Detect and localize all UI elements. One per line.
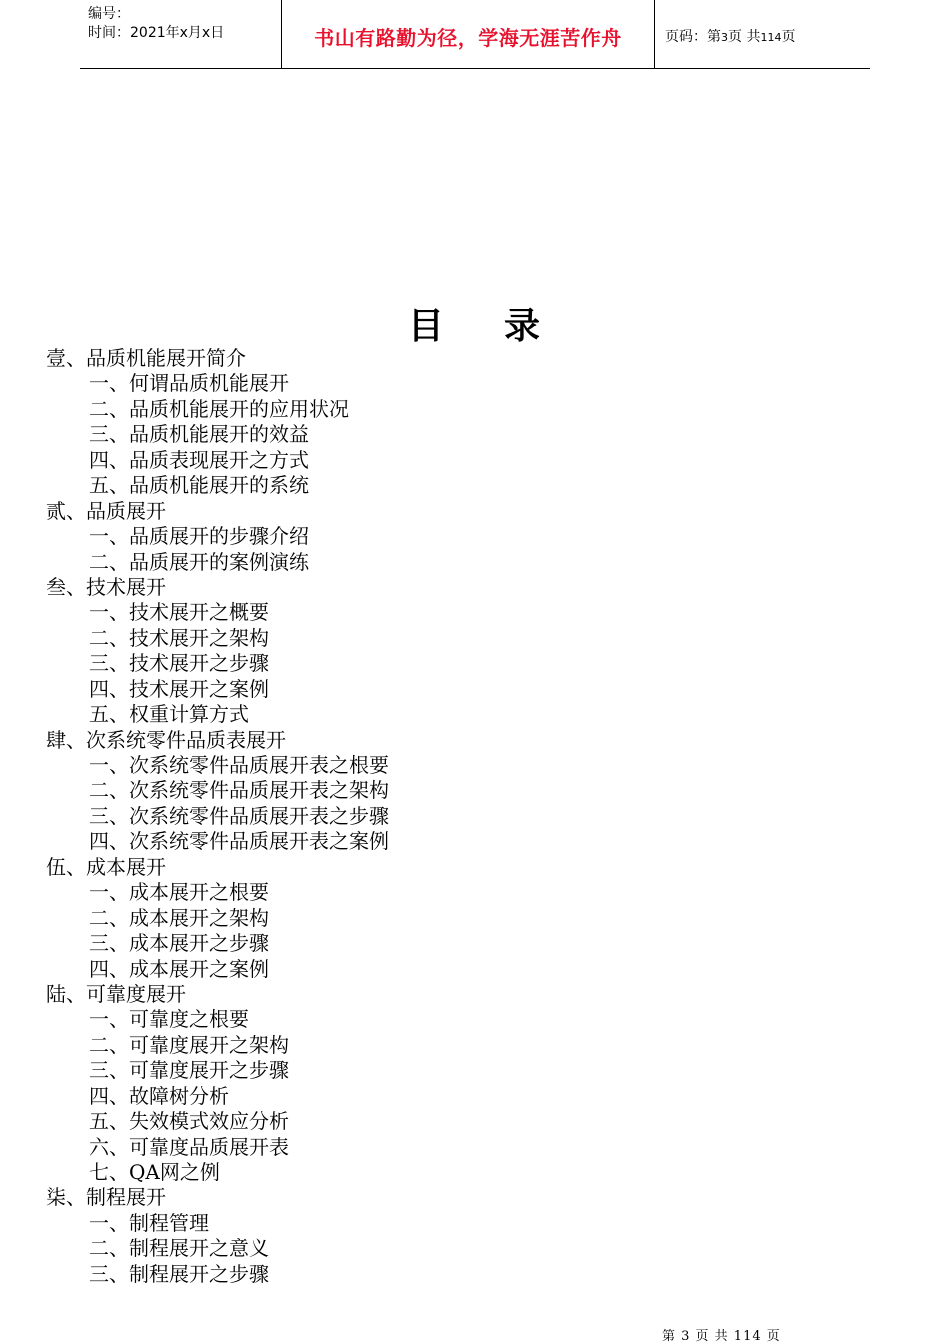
page-suffix: 页	[781, 29, 796, 45]
doc-id-label: 编号：	[88, 6, 130, 22]
toc-section-item: 一、可靠度之根要	[89, 1007, 249, 1032]
header-motto: 书山有路勤为径，学海无涯苦作舟	[314, 26, 622, 50]
page-total: 114	[760, 31, 782, 44]
toc-section-item: 一、次系统零件品质展开表之根要	[89, 753, 389, 777]
toc-section-item: 二、品质展开的案例演练	[89, 549, 309, 574]
toc-chapter-item: 陆、可靠度展开	[46, 981, 186, 1006]
toc-section-item: 一、品质展开的步骤介绍	[89, 524, 309, 549]
toc-section-item: 五、失效模式效应分析	[89, 1109, 289, 1134]
header-motto-cell	[282, 0, 655, 68]
page-footer: 第 3 页 共 114 页	[662, 1329, 781, 1344]
toc-section-item: 四、故障树分析	[89, 1083, 229, 1108]
toc-section-item: 二、次系统零件品质展开表之架构	[89, 778, 389, 803]
toc-section-item: 二、品质机能展开的应用状况	[89, 396, 349, 421]
toc-section-item: 四、次系统零件品质展开表之案例	[89, 829, 389, 854]
toc-section-item: 一、成本展开之根要	[89, 880, 269, 905]
toc-section-item: 七、QA网之例	[89, 1160, 220, 1184]
toc-section-item: 三、制程展开之步骤	[89, 1261, 269, 1286]
toc-chapter-item: 柒、制程展开	[46, 1185, 166, 1210]
page-prefix: 页码：第	[665, 29, 721, 45]
doc-time-label: 时间：2021年x月x日	[88, 25, 225, 41]
toc-section-item: 三、品质机能展开的效益	[89, 422, 309, 447]
toc-section-item: 二、技术展开之架构	[89, 625, 269, 650]
toc-section-item: 三、成本展开之步骤	[89, 931, 269, 956]
toc-section-item: 一、技术展开之概要	[89, 600, 269, 625]
header-meta-cell	[80, 0, 282, 68]
toc-section-item: 一、何谓品质机能展开	[89, 371, 289, 396]
toc-chapter-item: 伍、成本展开	[46, 854, 166, 879]
toc-section-item: 二、制程展开之意义	[89, 1236, 269, 1261]
page-mid: 页 共	[728, 29, 761, 45]
header-page-cell	[655, 0, 870, 68]
toc-section-item: 三、可靠度展开之步骤	[89, 1058, 289, 1083]
page-current: 3	[721, 31, 728, 44]
table-of-contents	[46, 346, 906, 1287]
toc-section-item: 三、技术展开之步骤	[89, 651, 269, 676]
toc-section-item: 四、品质表现展开之方式	[89, 447, 309, 472]
toc-section-item: 六、可靠度品质展开表	[89, 1134, 289, 1159]
toc-section-item: 二、成本展开之架构	[89, 905, 269, 930]
toc-section-item: 四、成本展开之案例	[89, 956, 269, 981]
toc-chapter-item: 肆、次系统零件品质表展开	[46, 727, 286, 752]
toc-section-item: 二、可靠度展开之架构	[89, 1032, 289, 1057]
page-header	[80, 0, 870, 69]
toc-chapter-item: 贰、品质展开	[46, 498, 166, 523]
toc-section-item: 四、技术展开之案例	[89, 676, 269, 701]
toc-section-item: 三、次系统零件品质展开表之步骤	[89, 803, 389, 828]
toc-section-item: 五、品质机能展开的系统	[89, 473, 309, 498]
toc-section-item: 一、制程管理	[89, 1210, 209, 1235]
header-page-info	[665, 26, 795, 46]
toc-chapter-item: 壹、品质机能展开简介	[46, 346, 246, 370]
toc-title: 目 录	[407, 306, 543, 347]
toc-chapter-item: 叁、技术展开	[46, 574, 166, 599]
toc-section-item: 五、权重计算方式	[89, 702, 249, 727]
